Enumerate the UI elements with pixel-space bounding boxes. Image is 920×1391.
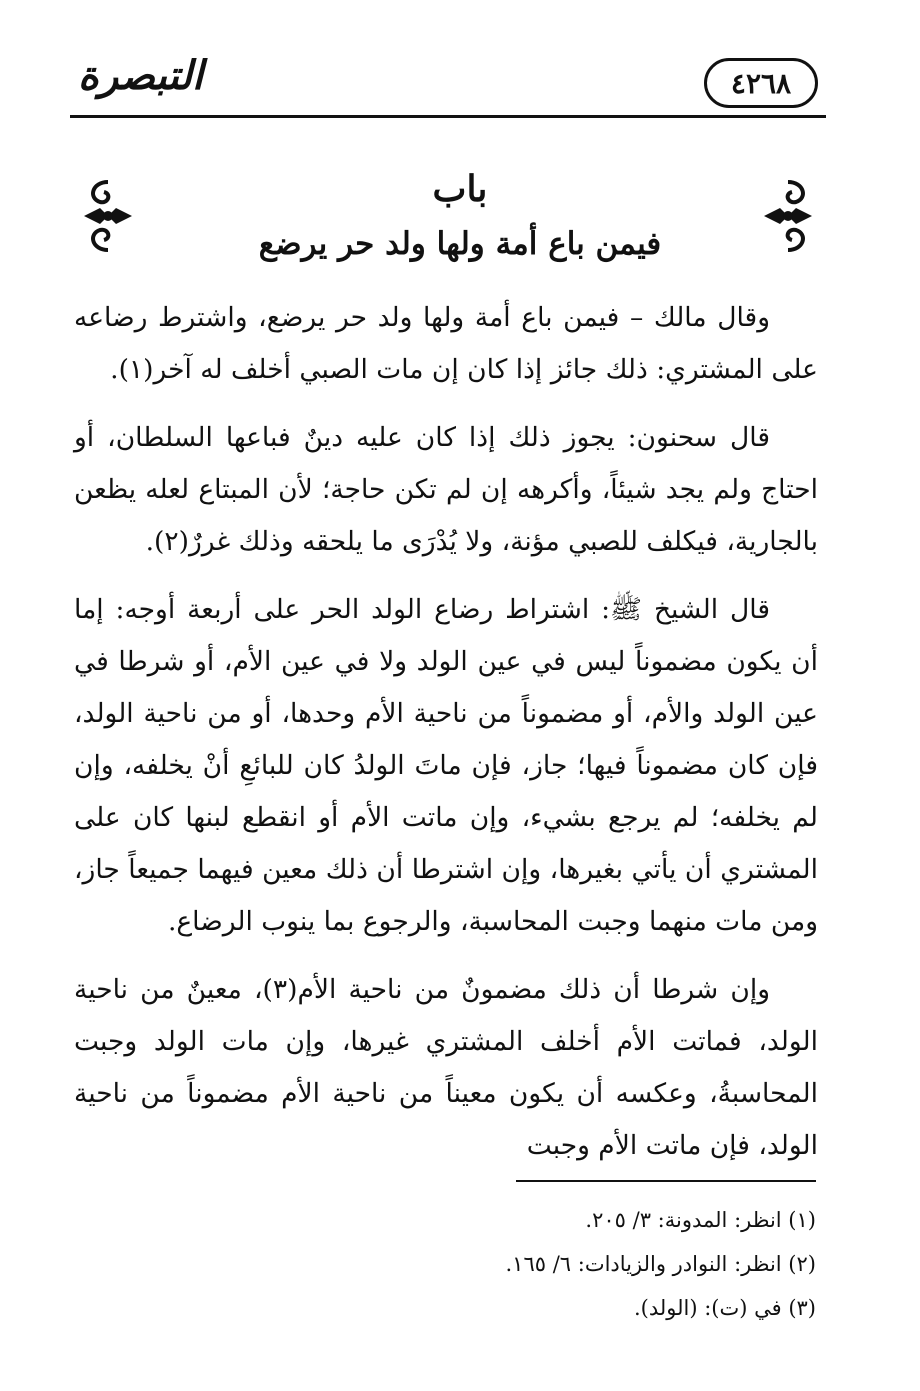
paragraph: قال سحنون: يجوز ذلك إذا كان عليه دينٌ فباعها السلطان، أو احتاج ولم يجد شيئاً، وأكرهه إن لم تكن حاجة؛ لأن المبتاع لعله يظعن بالجارية، فيكلف للصبي مؤنة، ولا يُدْرَى ما يلحقه وذلك غررٌ(٢). (74, 422, 818, 557)
header-rule (70, 115, 826, 118)
footnotes (300, 1198, 816, 1330)
body-text (74, 292, 818, 1188)
footnote: (٢) انظر: النوادر والزيادات: ٦/ ١٦٥. (505, 1252, 816, 1276)
paragraph: وقال مالك – فيمن باع أمة ولها ولد حر يرضع، واشترط رضاعه على المشتري: ذلك جائز إذا كان إن مات الصبي أخلف له آخر(١). (74, 302, 818, 385)
footnote: (٣) في (ت): (الولد). (633, 1296, 816, 1320)
book-title-logo: التبصرة (78, 52, 204, 99)
paragraph: قال الشيخ ﷺ: اشتراط رضاع الولد الحر على أربعة أوجه: إما أن يكون مضموناً ليس في عين الولد ولا في عين الأم، أو شرطا في عين الولد والأم، أو مضموناً من ناحية الأم وحدها، أو من ناحية الولد، فإن كان مضموناً فيها؛ جاز، فإن ماتَ الولدُ كان للبائعِ أنْ يخلفه، وإن لم يخلفه؛ لم يرجع بشيء، وإن ماتت الأم أو انقطع لبنها كان على المشتري أن يأتي بغيرها، وإن اشترطا أن ذلك معين فيهما جميعاً جاز، ومن مات منهما وجبت المحاسبة، والرجوع بما ينوب الرضاع. (74, 594, 818, 937)
chapter-title: فيمن باع أمة ولها ولد حر يرضع (258, 226, 662, 262)
footnote: (١) انظر: المدونة: ٣/ ٢٠٥. (585, 1208, 816, 1232)
page-number: ٤٢٦٨ (704, 58, 818, 108)
left-ornament-icon (78, 176, 138, 256)
footnote-separator (516, 1180, 816, 1182)
chapter-label: باب (432, 168, 488, 210)
page-header (70, 52, 826, 118)
paragraph: وإن شرطا أن ذلك مضمونٌ من ناحية الأم(٣)، معينٌ من ناحية الولد، فماتت الأم أخلف المشتري غيرها، وإن مات الولد وجبت المحاسبةُ، وعكسه أن يكون معيناً من ناحية الأم مضموناً من ناحية الولد، فإن ماتت الأم وجبت (74, 974, 818, 1161)
